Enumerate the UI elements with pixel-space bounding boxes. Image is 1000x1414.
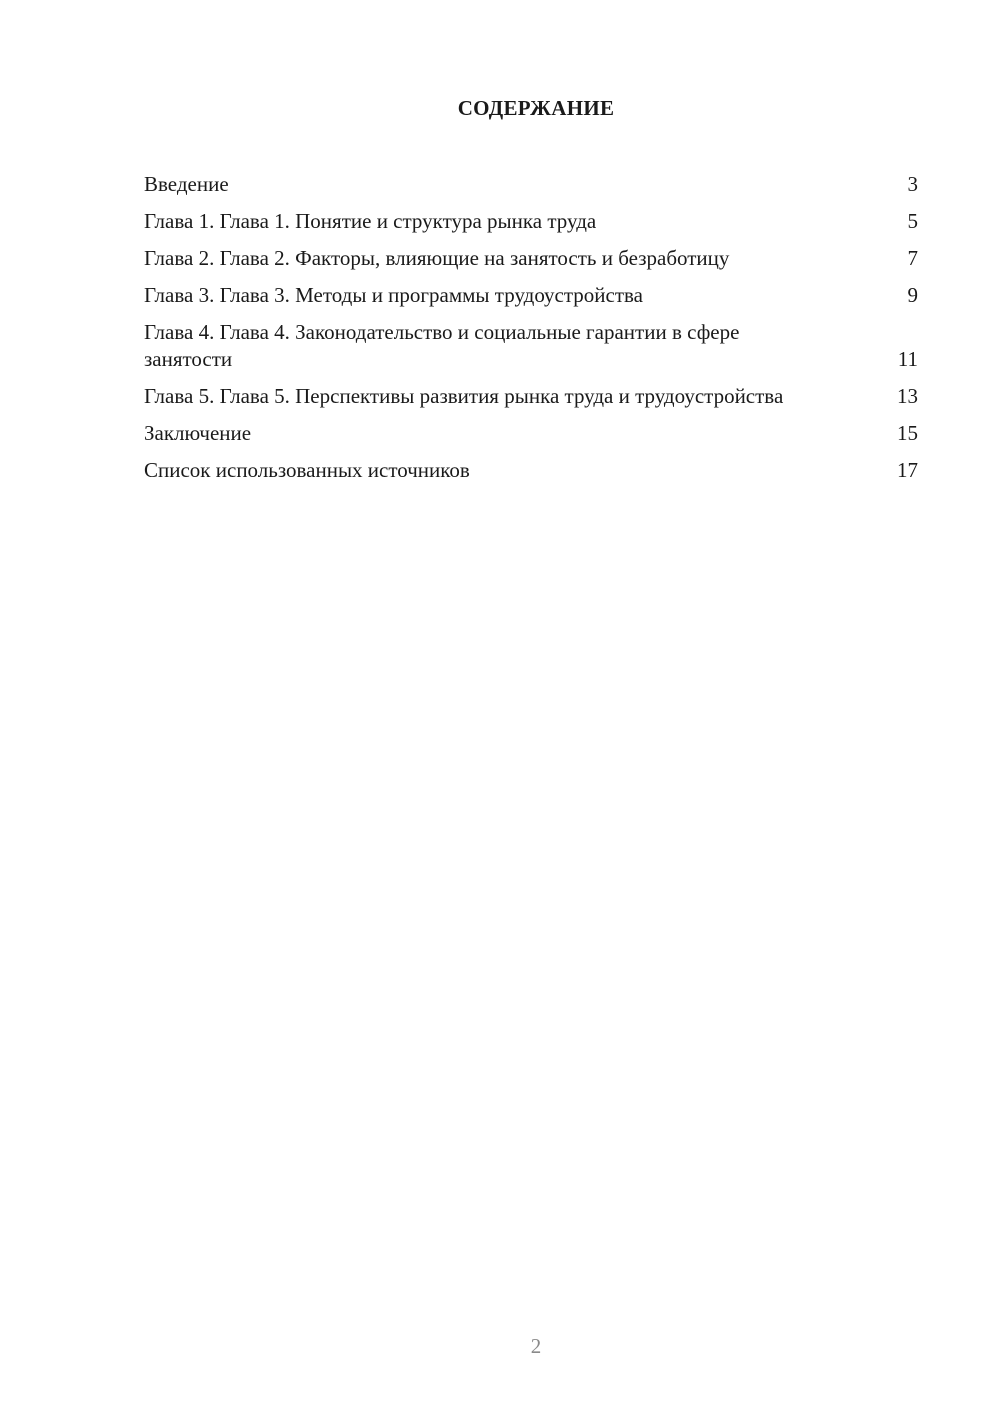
page-title: СОДЕРЖАНИЕ bbox=[457, 96, 615, 120]
toc-entry-page: 17 bbox=[897, 458, 918, 482]
toc-entry-title: Глава 3. Глава 3. Методы и программы трудоустройства bbox=[144, 283, 643, 307]
toc-entry-introduction[interactable] bbox=[144, 171, 918, 198]
toc-entry-chapter-1[interactable] bbox=[144, 208, 918, 235]
toc-entry-page: 11 bbox=[897, 347, 918, 371]
toc-entry-page: 15 bbox=[897, 421, 918, 445]
toc-entry-title: Глава 1. Глава 1. Понятие и структура рынка труда bbox=[144, 209, 597, 233]
toc-entry-page: 13 bbox=[897, 384, 918, 408]
table-of-contents bbox=[144, 171, 918, 494]
toc-entry-chapter-3[interactable] bbox=[144, 282, 918, 309]
toc-entry-title: Глава 4. Глава 4. Законодательство и социальные гарантии в сфере занятости bbox=[144, 320, 740, 371]
toc-entry-conclusion[interactable] bbox=[144, 420, 918, 447]
toc-entry-page: 5 bbox=[907, 209, 918, 233]
toc-entry-title: Глава 5. Глава 5. Перспективы развития рынка труда и трудоустройства bbox=[144, 384, 784, 408]
toc-entry-references[interactable] bbox=[144, 457, 918, 484]
toc-entry-title: Введение bbox=[144, 172, 229, 196]
toc-entry-chapter-5[interactable] bbox=[144, 383, 918, 410]
toc-entry-chapter-2[interactable] bbox=[144, 245, 918, 272]
toc-entry-title: Список использованных источников bbox=[144, 458, 470, 482]
toc-entry-title: Заключение bbox=[144, 421, 252, 445]
toc-entry-title: Глава 2. Глава 2. Факторы, влияющие на занятость и безработицу bbox=[144, 246, 730, 270]
toc-entry-page: 3 bbox=[907, 172, 918, 196]
toc-entry-page: 7 bbox=[907, 246, 918, 270]
page-number: 2 bbox=[530, 1334, 542, 1358]
toc-entry-page: 9 bbox=[907, 283, 918, 307]
toc-entry-chapter-4[interactable] bbox=[144, 319, 918, 373]
